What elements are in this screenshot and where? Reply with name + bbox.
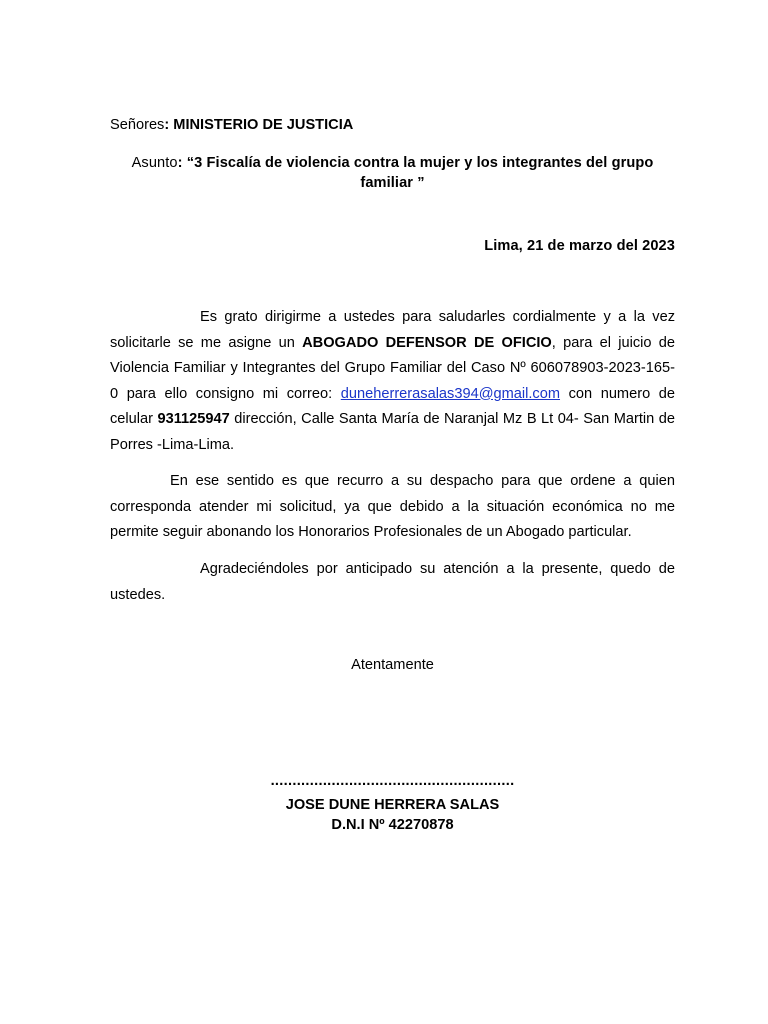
email-link[interactable]: duneherrerasalas394@gmail.com — [340, 385, 561, 402]
body-paragraph-3 — [110, 557, 675, 608]
p1-bold-request: ABOGADO DEFENSOR DE OFICIO — [302, 334, 552, 351]
signer-name: JOSE DUNE HERRERA SALAS — [285, 797, 500, 813]
recipient-separator: : — [164, 117, 174, 133]
recipient-line — [110, 117, 675, 133]
subject-line-1 — [110, 155, 675, 171]
p2-text: En ese sentido es que recurro a su despacho para que ordene a quien corresponda atender mi solicitud, ya que debido a la situación económica no me permite seguir abonando los Honorarios Profesionales de un Abogado particular. — [110, 473, 675, 540]
phone-number: 931125947 — [157, 411, 230, 427]
subject-line-2: familiar ” — [360, 175, 425, 191]
p1-text-c: con numero de celular — [110, 385, 675, 427]
subject-label: Asunto — [131, 155, 178, 171]
p1-text-a: Es grato dirigirme a ustedes para saludarles cordialmente y a la vez solicitarle se me asigne un — [110, 309, 675, 351]
p1-text-b: , para el juicio de Violencia Familiar y Integrantes del Grupo Familiar del Caso Nº 606078903-2023-165-0 para ello consigno mi correo: — [110, 334, 675, 402]
body-paragraph-1 — [110, 305, 675, 458]
recipient-label: Señores — [110, 117, 165, 133]
document-date: Lima, 21 de marzo del 2023 — [484, 238, 675, 254]
recipient-name: MINISTERIO DE JUSTICIA — [173, 117, 354, 133]
p1-text-d: dirección, Calle Santa María de Naranjal Mz B Lt 04- San Martin de Porres -Lima-Lima. — [110, 411, 675, 453]
body-paragraph-2 — [110, 469, 675, 546]
closing-salutation: Atentamente — [351, 657, 434, 673]
signer-dni: D.N.I Nº 42270878 — [331, 817, 454, 833]
subject-text-1: : “3 Fiscalía de violencia contra la mujer y los integrantes del grupo — [177, 155, 654, 171]
signature-line: ........................................................ — [270, 773, 515, 789]
p3-text: Agradeciéndoles por anticipado su atención a la presente, quedo de ustedes. — [110, 561, 675, 603]
